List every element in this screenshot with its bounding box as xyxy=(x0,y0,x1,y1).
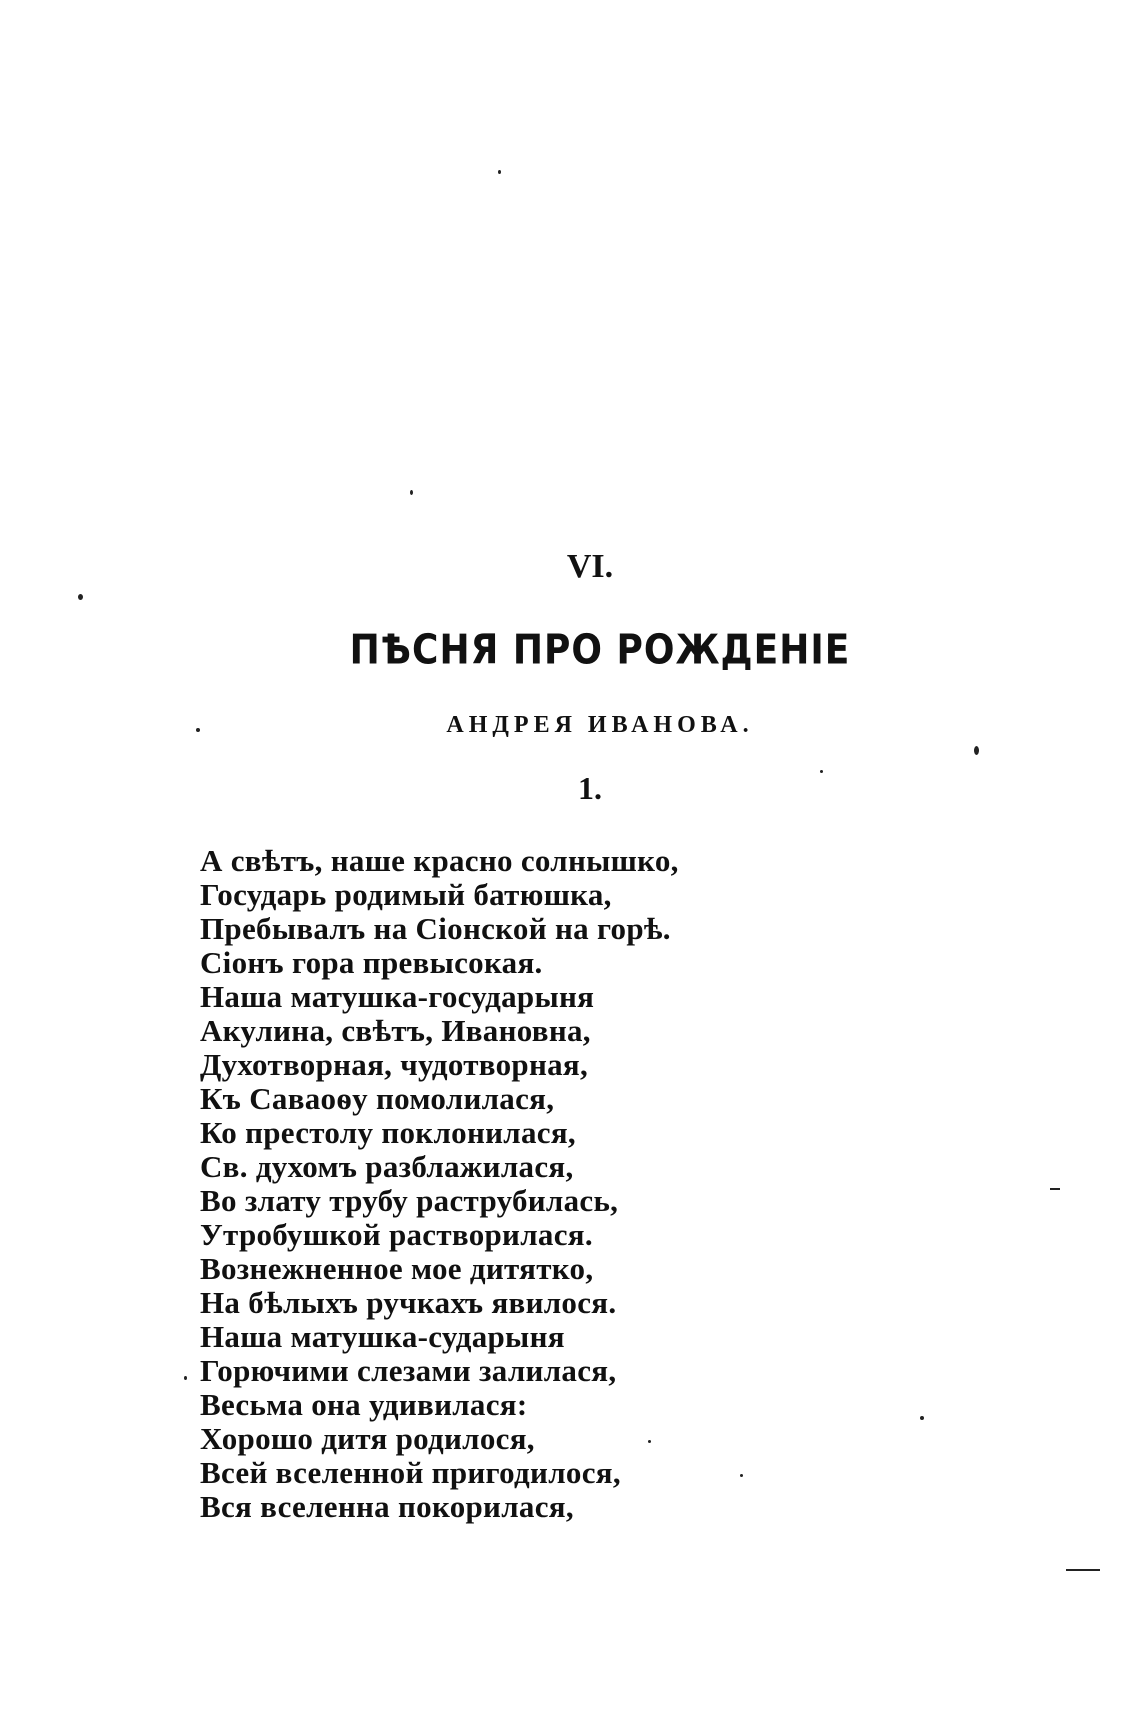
verse-line: Ко престолу поклонилася, xyxy=(200,1115,576,1150)
scan-speck xyxy=(974,746,979,755)
verse-line: Во злату трубу раструбилась, xyxy=(200,1183,619,1218)
verse-line: На бѣлыхъ ручкахъ явилося. xyxy=(200,1285,617,1320)
scan-speck xyxy=(920,1416,924,1420)
scan-speck xyxy=(196,728,200,732)
scan-speck xyxy=(78,594,83,600)
verse-line: Всей вселенной пригодилося, xyxy=(200,1455,621,1490)
verse-line: Пребывалъ на Сіонской на горѣ. xyxy=(200,911,671,946)
verse-line: Весьма она удивилася: xyxy=(200,1387,528,1422)
scan-mark xyxy=(1050,1188,1060,1190)
scan-speck xyxy=(410,490,413,495)
verse-line: А свѣтъ, наше красно солнышко, xyxy=(200,843,679,878)
scan-mark xyxy=(1066,1569,1100,1571)
scan-speck xyxy=(740,1474,743,1477)
scan-speck xyxy=(184,1376,187,1380)
section-number: 1. xyxy=(578,770,602,806)
verse-line: Наша матушка-сударыня xyxy=(200,1319,565,1354)
scan-speck xyxy=(820,770,823,773)
verse-line: Хорошо дитя родилося, xyxy=(200,1421,535,1456)
chapter-number: VI. xyxy=(566,548,614,585)
verse-line: Государь родимый батюшка, xyxy=(200,877,612,912)
verse-line: Къ Саваоѳу помолилася, xyxy=(200,1081,555,1116)
song-subtitle: АНДРЕЯ ИВАНОВА. xyxy=(446,712,754,738)
scan-speck xyxy=(648,1440,651,1443)
scan-speck xyxy=(498,170,501,174)
song-title: ПѢСНЯ ПРО РОЖДЕНІЕ xyxy=(349,626,851,675)
verse-list xyxy=(200,844,900,1524)
verse-line: Св. духомъ разблажилася, xyxy=(200,1149,574,1184)
verse-line: Сіонъ гора превысокая. xyxy=(200,945,543,980)
verse-line: Утробушкой растворилася. xyxy=(200,1217,593,1252)
verse-line: Вознежненное мое дитятко, xyxy=(200,1251,594,1286)
verse-line: Горючими слезами залилася, xyxy=(200,1353,617,1388)
verse-line: Вся вселенна покорилася, xyxy=(200,1489,574,1524)
verse-line: Акулина, свѣтъ, Ивановна, xyxy=(200,1013,591,1048)
verse-line: Духотворная, чудотворная, xyxy=(200,1047,589,1082)
verse-line: Наша матушка-государыня xyxy=(200,979,595,1014)
